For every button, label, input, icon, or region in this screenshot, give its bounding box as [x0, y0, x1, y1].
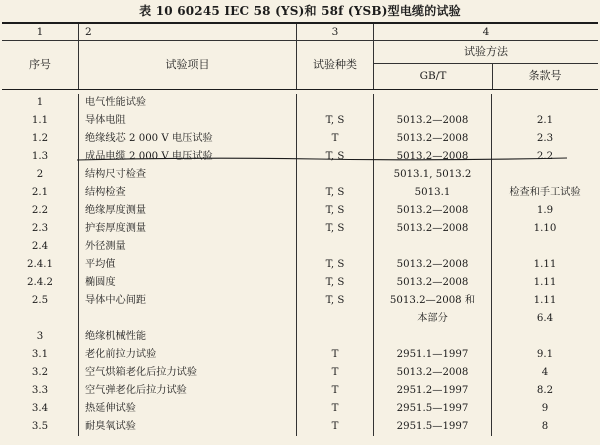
- cell-no: 3.1: [2, 346, 79, 364]
- cell-no: 2.4.1: [2, 256, 79, 274]
- cell-type: T: [297, 346, 374, 364]
- cell-no: 2.3: [2, 220, 79, 238]
- cell-no: 1.2: [2, 130, 79, 148]
- header-type: 试验种类: [297, 41, 374, 89]
- table-row: [2, 274, 598, 292]
- table-row: [2, 310, 598, 328]
- cell-item: 空气弹老化后拉力试验: [79, 382, 297, 400]
- header-number-3: 3: [297, 24, 374, 40]
- cell-clause: [492, 238, 598, 256]
- cell-gb: 5013.2—2008: [374, 112, 492, 130]
- cell-type: [297, 310, 374, 328]
- cell-item: 绝缘线芯 2 000 V 电压试验: [79, 130, 297, 148]
- cell-type: T, S: [297, 184, 374, 202]
- table-row: [2, 382, 598, 400]
- cell-clause: 4: [541, 367, 549, 378]
- cell-gb: 5013.1: [374, 184, 492, 202]
- cell-item: 导体中心间距: [79, 292, 297, 310]
- cell-clause: 9: [541, 403, 549, 414]
- cell-item: 成品电缆 2 000 V 电压试验: [79, 148, 297, 166]
- cell-no: 3.2: [2, 364, 79, 382]
- cell-type: T: [297, 364, 374, 382]
- cell-no: [2, 310, 79, 328]
- table-row: [2, 130, 598, 148]
- cell-gb: 5013.2—2008: [374, 130, 492, 148]
- cell-item: 绝缘厚度测量: [79, 202, 297, 220]
- table-row: [2, 148, 598, 166]
- cell-gb: 5013.1, 5013.2: [374, 166, 492, 184]
- table-row: [2, 346, 598, 364]
- cell-no: 3.4: [2, 400, 79, 418]
- cell-gb: 5013.2—2008: [374, 202, 492, 220]
- cell-item: 热延伸试验: [79, 400, 297, 418]
- cell-clause: [492, 328, 598, 346]
- cell-no: 2: [2, 166, 79, 184]
- table-row: [2, 184, 598, 202]
- cell-item: 结构检查: [79, 184, 297, 202]
- cell-gb: 5013.2—2008: [374, 274, 492, 292]
- cell-gb: [374, 328, 492, 346]
- table-body: [2, 94, 598, 436]
- cell-clause: 6.4: [536, 313, 554, 324]
- header-number-2: 2: [79, 24, 297, 40]
- cell-item: [79, 310, 297, 328]
- cell-no: 2.5: [2, 292, 79, 310]
- cell-type: [297, 238, 374, 256]
- header-method: 试验方法: [374, 41, 598, 64]
- cell-clause: 检查和手工试验: [509, 187, 581, 198]
- header-gb: GB/T: [374, 63, 493, 89]
- cell-no: 3: [2, 328, 79, 346]
- cell-item: 护套厚度测量: [79, 220, 297, 238]
- cell-item: 老化前拉力试验: [79, 346, 297, 364]
- header-number-4: 4: [482, 26, 490, 38]
- cell-gb: 2951.5—1997: [374, 418, 492, 436]
- table-caption: 表 10 60245 IEC 58 (YS)和 58f (YSB)型电缆的试验: [139, 4, 461, 18]
- cell-type: T, S: [297, 292, 374, 310]
- cell-clause: 2.2: [536, 151, 554, 162]
- cell-type: T: [297, 130, 374, 148]
- cell-type: T, S: [297, 220, 374, 238]
- cell-item: 结构尺寸检查: [79, 166, 297, 184]
- cell-type: T, S: [297, 202, 374, 220]
- cell-type: [297, 94, 374, 112]
- cell-gb: 2951.1—1997: [374, 346, 492, 364]
- cell-item: 绝缘机械性能: [79, 328, 297, 346]
- cell-no: 1.3: [2, 148, 79, 166]
- cell-type: [297, 166, 374, 184]
- header-item: 试验项目: [79, 41, 297, 89]
- table-row: [2, 94, 598, 112]
- cell-no: 2.1: [2, 184, 79, 202]
- cell-gb: [374, 94, 492, 112]
- cell-type: T, S: [297, 112, 374, 130]
- cell-gb: 5013.2—2008 和: [374, 292, 492, 310]
- cell-item: 外径测量: [79, 238, 297, 256]
- cell-gb: 5013.2—2008: [374, 364, 492, 382]
- table-row: [2, 220, 598, 238]
- cell-item: 空气烘箱老化后拉力试验: [79, 364, 297, 382]
- cell-gb: 本部分: [374, 310, 492, 328]
- table-row: [2, 328, 598, 346]
- cell-no: 1.1: [2, 112, 79, 130]
- header-number-1: 1: [2, 24, 79, 40]
- cell-item: 椭圆度: [79, 274, 297, 292]
- cell-no: 2.4.2: [2, 274, 79, 292]
- table-row: [2, 418, 598, 436]
- table-row: [2, 256, 598, 274]
- header-number-row: [2, 24, 598, 41]
- cell-item: 耐臭氧试验: [79, 418, 297, 436]
- header-row: [2, 41, 598, 90]
- cell-gb: [374, 238, 492, 256]
- cell-no: 2.2: [2, 202, 79, 220]
- cell-item: 导体电阻: [79, 112, 297, 130]
- cell-clause: [492, 166, 598, 184]
- cell-clause: 2.3: [536, 133, 554, 144]
- cell-type: T: [297, 400, 374, 418]
- table-row: [2, 292, 598, 310]
- cell-no: 3.5: [2, 418, 79, 436]
- cell-clause: 1.9: [536, 205, 554, 216]
- cell-clause: 1.10: [533, 223, 557, 234]
- table-row: [2, 238, 598, 256]
- cell-gb: 2951.2—1997: [374, 382, 492, 400]
- cell-gb: 2951.5—1997: [374, 400, 492, 418]
- table-row: [2, 400, 598, 418]
- header-no: 序号: [2, 41, 79, 89]
- cell-clause: 1.11: [533, 277, 557, 288]
- cell-gb: 5013.2—2008: [374, 220, 492, 238]
- cell-type: T: [297, 382, 374, 400]
- cell-clause: [492, 94, 598, 112]
- table-row: [2, 166, 598, 184]
- cell-no: 1: [2, 94, 79, 112]
- cell-type: T, S: [297, 256, 374, 274]
- cell-clause: 2.1: [536, 115, 554, 126]
- cell-type: T, S: [297, 274, 374, 292]
- table-row: [2, 364, 598, 382]
- table-row: [2, 202, 598, 220]
- cell-clause: 9.1: [536, 349, 554, 360]
- table-row: [2, 112, 598, 130]
- test-table: [2, 22, 598, 436]
- header-clause: 条款号: [528, 69, 562, 82]
- cell-item: 电气性能试验: [79, 94, 297, 112]
- cell-type: [297, 328, 374, 346]
- cell-item: 平均值: [79, 256, 297, 274]
- cell-clause: 1.11: [533, 295, 557, 306]
- cell-clause: 1.11: [533, 259, 557, 270]
- cell-no: 2.4: [2, 238, 79, 256]
- cell-clause: 8: [541, 421, 549, 432]
- cell-type: T: [297, 418, 374, 436]
- cell-clause: 8.2: [536, 385, 554, 396]
- cell-type: T, S: [297, 148, 374, 166]
- cell-gb: 5013.2—2008: [374, 256, 492, 274]
- cell-gb: 5013.2—2008: [374, 148, 492, 166]
- cell-no: 3.3: [2, 382, 79, 400]
